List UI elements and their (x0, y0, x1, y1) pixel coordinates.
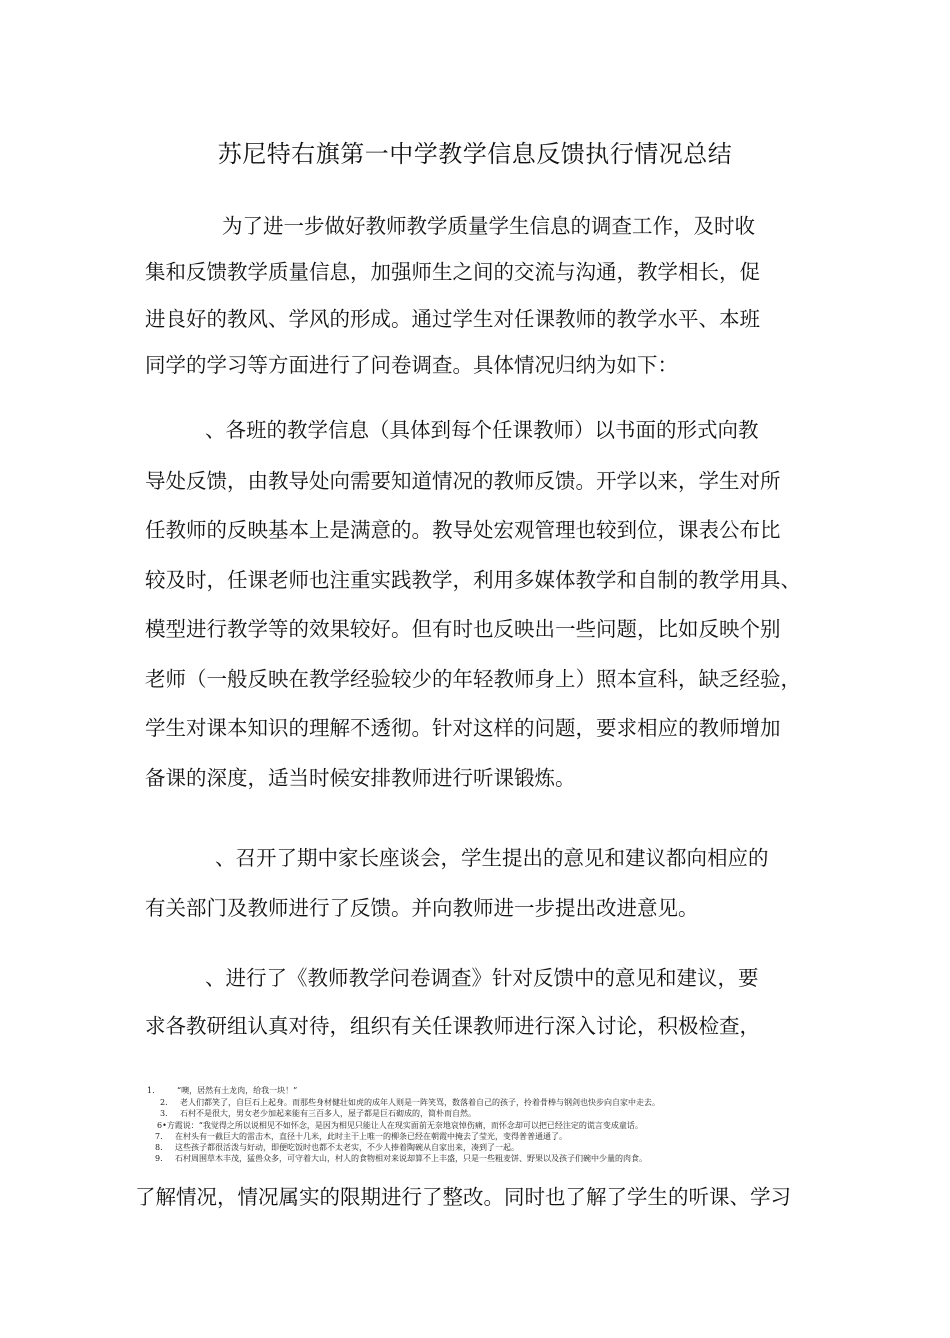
footnote-number: 8. (155, 1143, 163, 1152)
paragraph-2-line-8: 备课的深度，适当时候安排教师进行听课锻炼。 (145, 766, 576, 790)
paragraph-1-line-2: 集和反馈教学质量信息，加强师生之间的交流与沟通，教学相长，促 (145, 260, 760, 284)
document-title: 苏尼特右旗第一中学教学信息反馈执行情况总结 (217, 140, 733, 168)
footnote-6 (157, 1120, 643, 1131)
footnote-text: “噢，居然有土龙肉，给我一块！” (177, 1086, 298, 1095)
footnote-text: 老人们都笑了，自巨石上起身。而那些身材健壮如虎的成年人则是一阵笑骂，数落着自己的孩子，拎着骨棒与钢剑也快步向自家中走去。 (180, 1098, 660, 1107)
paragraph-2-line-7: 学生对课本知识的理解不透彻。针对这样的问题，要求相应的教师增加 (145, 716, 781, 740)
footnote-number: 7. (155, 1132, 163, 1141)
footnote-text: 方霞说：“我觉得之所以说相见不如怀念，是因为相见只能让人在现实面前无奈地哀悼伤痛，而怀念却可以把已经注定的谎言变成童话。 (166, 1121, 643, 1130)
footnote-9 (155, 1153, 647, 1164)
footnote-7 (155, 1131, 567, 1142)
paragraph-2-line-2: 导处反馈，由教导处向需要知道情况的教师反馈。开学以来，学生对所 (145, 469, 781, 493)
continuation-line: 了解情况，情况属实的限期进行了整改。同时也了解了学生的听课、学习 (135, 1185, 791, 1209)
paragraph-2-line-5: 模型进行教学等的效果较好。但有时也反映出一些问题，比如反映个别 (145, 617, 781, 641)
footnote-number: 3. (160, 1109, 168, 1118)
paragraph-2-line-4: 较及时，任课老师也注重实践教学，利用多媒体教学和自制的教学用具、 (145, 568, 801, 592)
paragraph-4-line-2: 求各教研组认真对待，组织有关任课教师进行深入讨论，积极检查， (145, 1014, 760, 1038)
paragraph-2-line-3: 任教师的反映基本上是满意的。教导处宏观管理也较到位，课表公布比 (145, 518, 781, 542)
footnote-number: 2. (160, 1098, 168, 1107)
footnote-1 (147, 1085, 297, 1096)
footnote-text: 石村周围草木丰茂，猛兽众多，可守着大山，村人的食物相对来说却算不上丰盛，只是一些粗麦饼、野果以及孩子们碗中少量的肉食。 (175, 1154, 647, 1163)
paragraph-4-line-1: 、进行了《教师教学问卷调查》针对反馈中的意见和建议，要 (205, 966, 759, 990)
footnote-3 (160, 1108, 476, 1119)
paragraph-3-line-1: 、召开了期中家长座谈会，学生提出的意见和建议都向相应的 (215, 846, 769, 870)
paragraph-2-line-6: 老师（一般反映在教学经验较少的年轻教师身上）照本宣科，缺乏经验， (145, 667, 801, 691)
footnote-text: 石村不是很大，男女老少加起来能有三百多人，屋子都是巨石砌成的，简朴而自然。 (180, 1109, 476, 1118)
footnote-2 (160, 1097, 660, 1108)
footnote-text: 在村头有一截巨大的雷击木，直径十几米，此时主干上唯一的柳条已经在朝霞中掩去了莹光，变得普普通通了。 (175, 1132, 567, 1141)
footnote-number: 9. (155, 1154, 163, 1163)
footnote-number: 6• (157, 1121, 167, 1130)
paragraph-1-line-4: 同学的学习等方面进行了问卷调查。具体情况归纳为如下： (145, 353, 678, 377)
paragraph-2-line-1: 、各班的教学信息（具体到每个任课教师）以书面的形式向教 (205, 418, 759, 442)
paragraph-1-line-3: 进良好的教风、学风的形成。通过学生对任课教师的教学水平、本班 (145, 307, 760, 331)
footnote-8 (155, 1142, 519, 1153)
paragraph-1-line-1: 为了进一步做好教师教学质量学生信息的调查工作，及时收 (222, 214, 755, 238)
paragraph-3-line-2: 有关部门及教师进行了反馈。并向教师进一步提出改进意见。 (145, 896, 699, 920)
footnote-number: 1. (147, 1086, 155, 1095)
footnote-text: 这些孩子都很活泼与好动，即便吃饭时也都不太老实，不少人捧着陶碗从自家出来，凑到了一起。 (175, 1143, 519, 1152)
